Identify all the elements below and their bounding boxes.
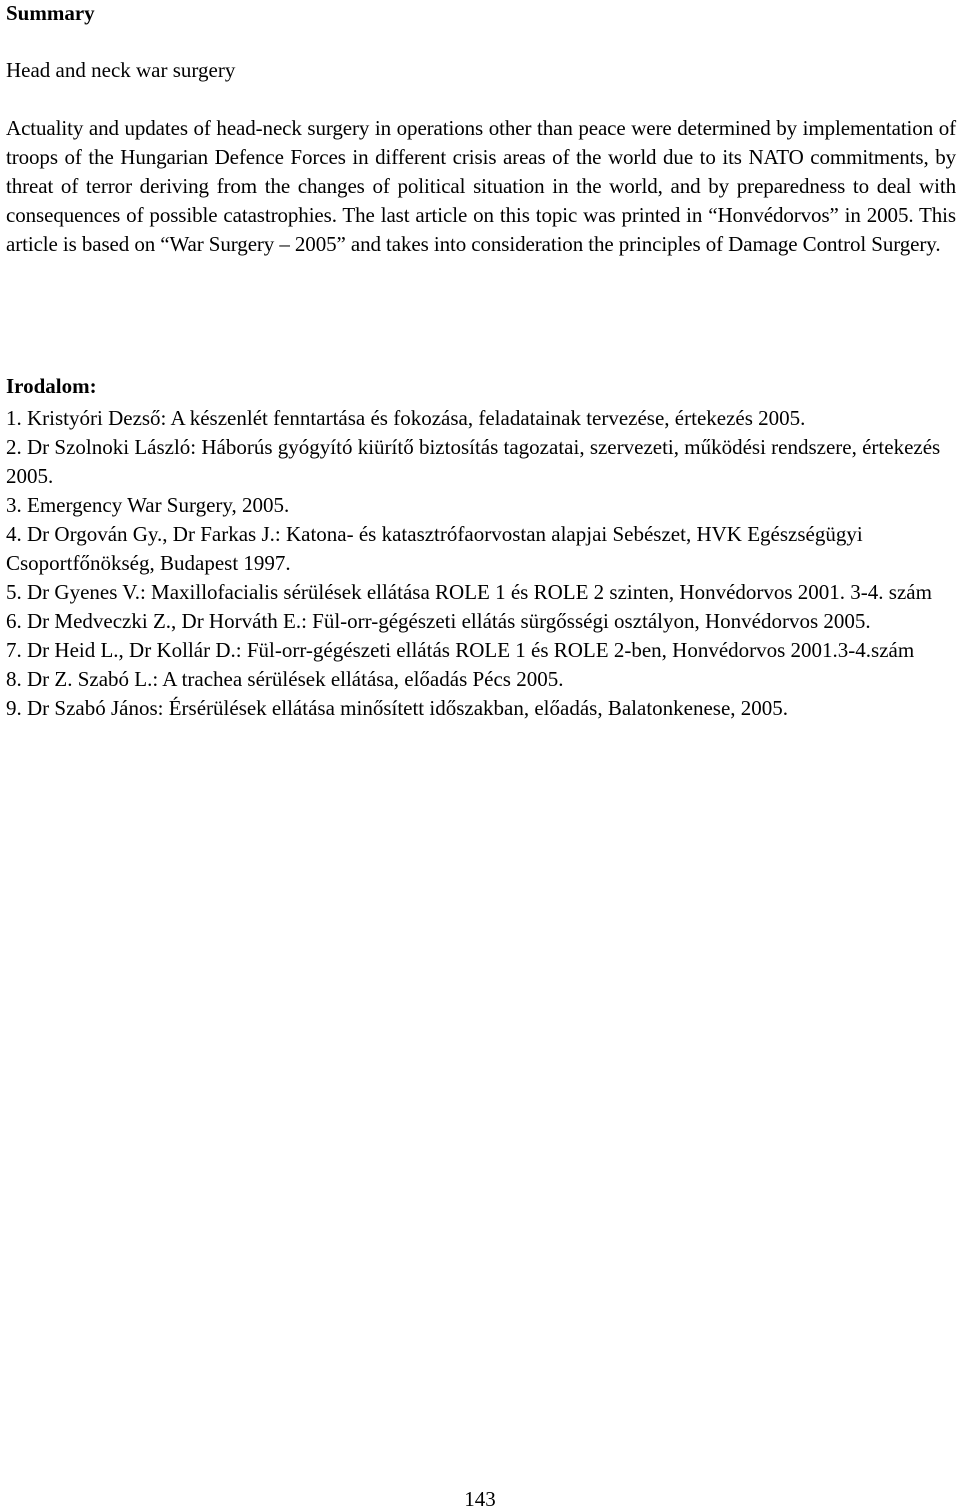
reference-item: 5. Dr Gyenes V.: Maxillofacialis sérülések ellátása ROLE 1 és ROLE 2 szinten, Honvédorvos 2001. 3-4. szám [6,580,932,604]
reference-item: 4. Dr Orgován Gy., Dr Farkas J.: Katona- és katasztrófaorvostan alapjai Sebészet, HVK Egészségügyi Csoportfőnökség, Budapest 1997. [6,522,863,575]
summary-heading: Summary [6,1,95,25]
abstract-paragraph: Actuality and updates of head-neck surgery in operations other than peace were determined by implementation of troops of the Hungarian Defence Forces in different crisis areas of the world due to its NATO commitments, by threat of terror deriving from the changes of political situation in the world, and by preparedness to deal with consequences of possible catastrophies. The last article on this topic was printed in “Honvédorvos” in 2005. This article is based on “War Surgery – 2005” and takes into consideration the principles of Damage Control Surgery. [6,116,956,256]
reference-item: 3. Emergency War Surgery, 2005. [6,493,290,517]
reference-item: 8. Dr Z. Szabó L.: A trachea sérülések ellátása, előadás Pécs 2005. [6,667,564,691]
summary-title: Head and neck war surgery [6,58,236,82]
reference-item: 6. Dr Medveczki Z., Dr Horváth E.: Fül-orr-gégészeti ellátás sürgősségi osztályon, Honvédorvos 2005. [6,609,871,633]
reference-item: 9. Dr Szabó János: Érsérülések ellátása minősített időszakban, előadás, Balatonkenese, 2005. [6,696,789,720]
reference-item: 1. Kristyóri Dezső: A készenlét fenntartása és fokozása, feladatainak tervezése, értekezés 2005. [6,406,806,430]
references-heading: Irodalom: [6,374,97,398]
reference-item: 7. Dr Heid L., Dr Kollár D.: Fül-orr-gégészeti ellátás ROLE 1 és ROLE 2-ben, Honvédorvos 2001.3-4.szám [6,638,915,662]
references-list [6,404,956,723]
page-number: 143 [464,1487,496,1511]
reference-item: 2. Dr Szolnoki László: Háborús gyógyító kiürítő biztosítás tagozatai, szervezeti, működési rendszere, értekezés 2005. [6,435,941,488]
